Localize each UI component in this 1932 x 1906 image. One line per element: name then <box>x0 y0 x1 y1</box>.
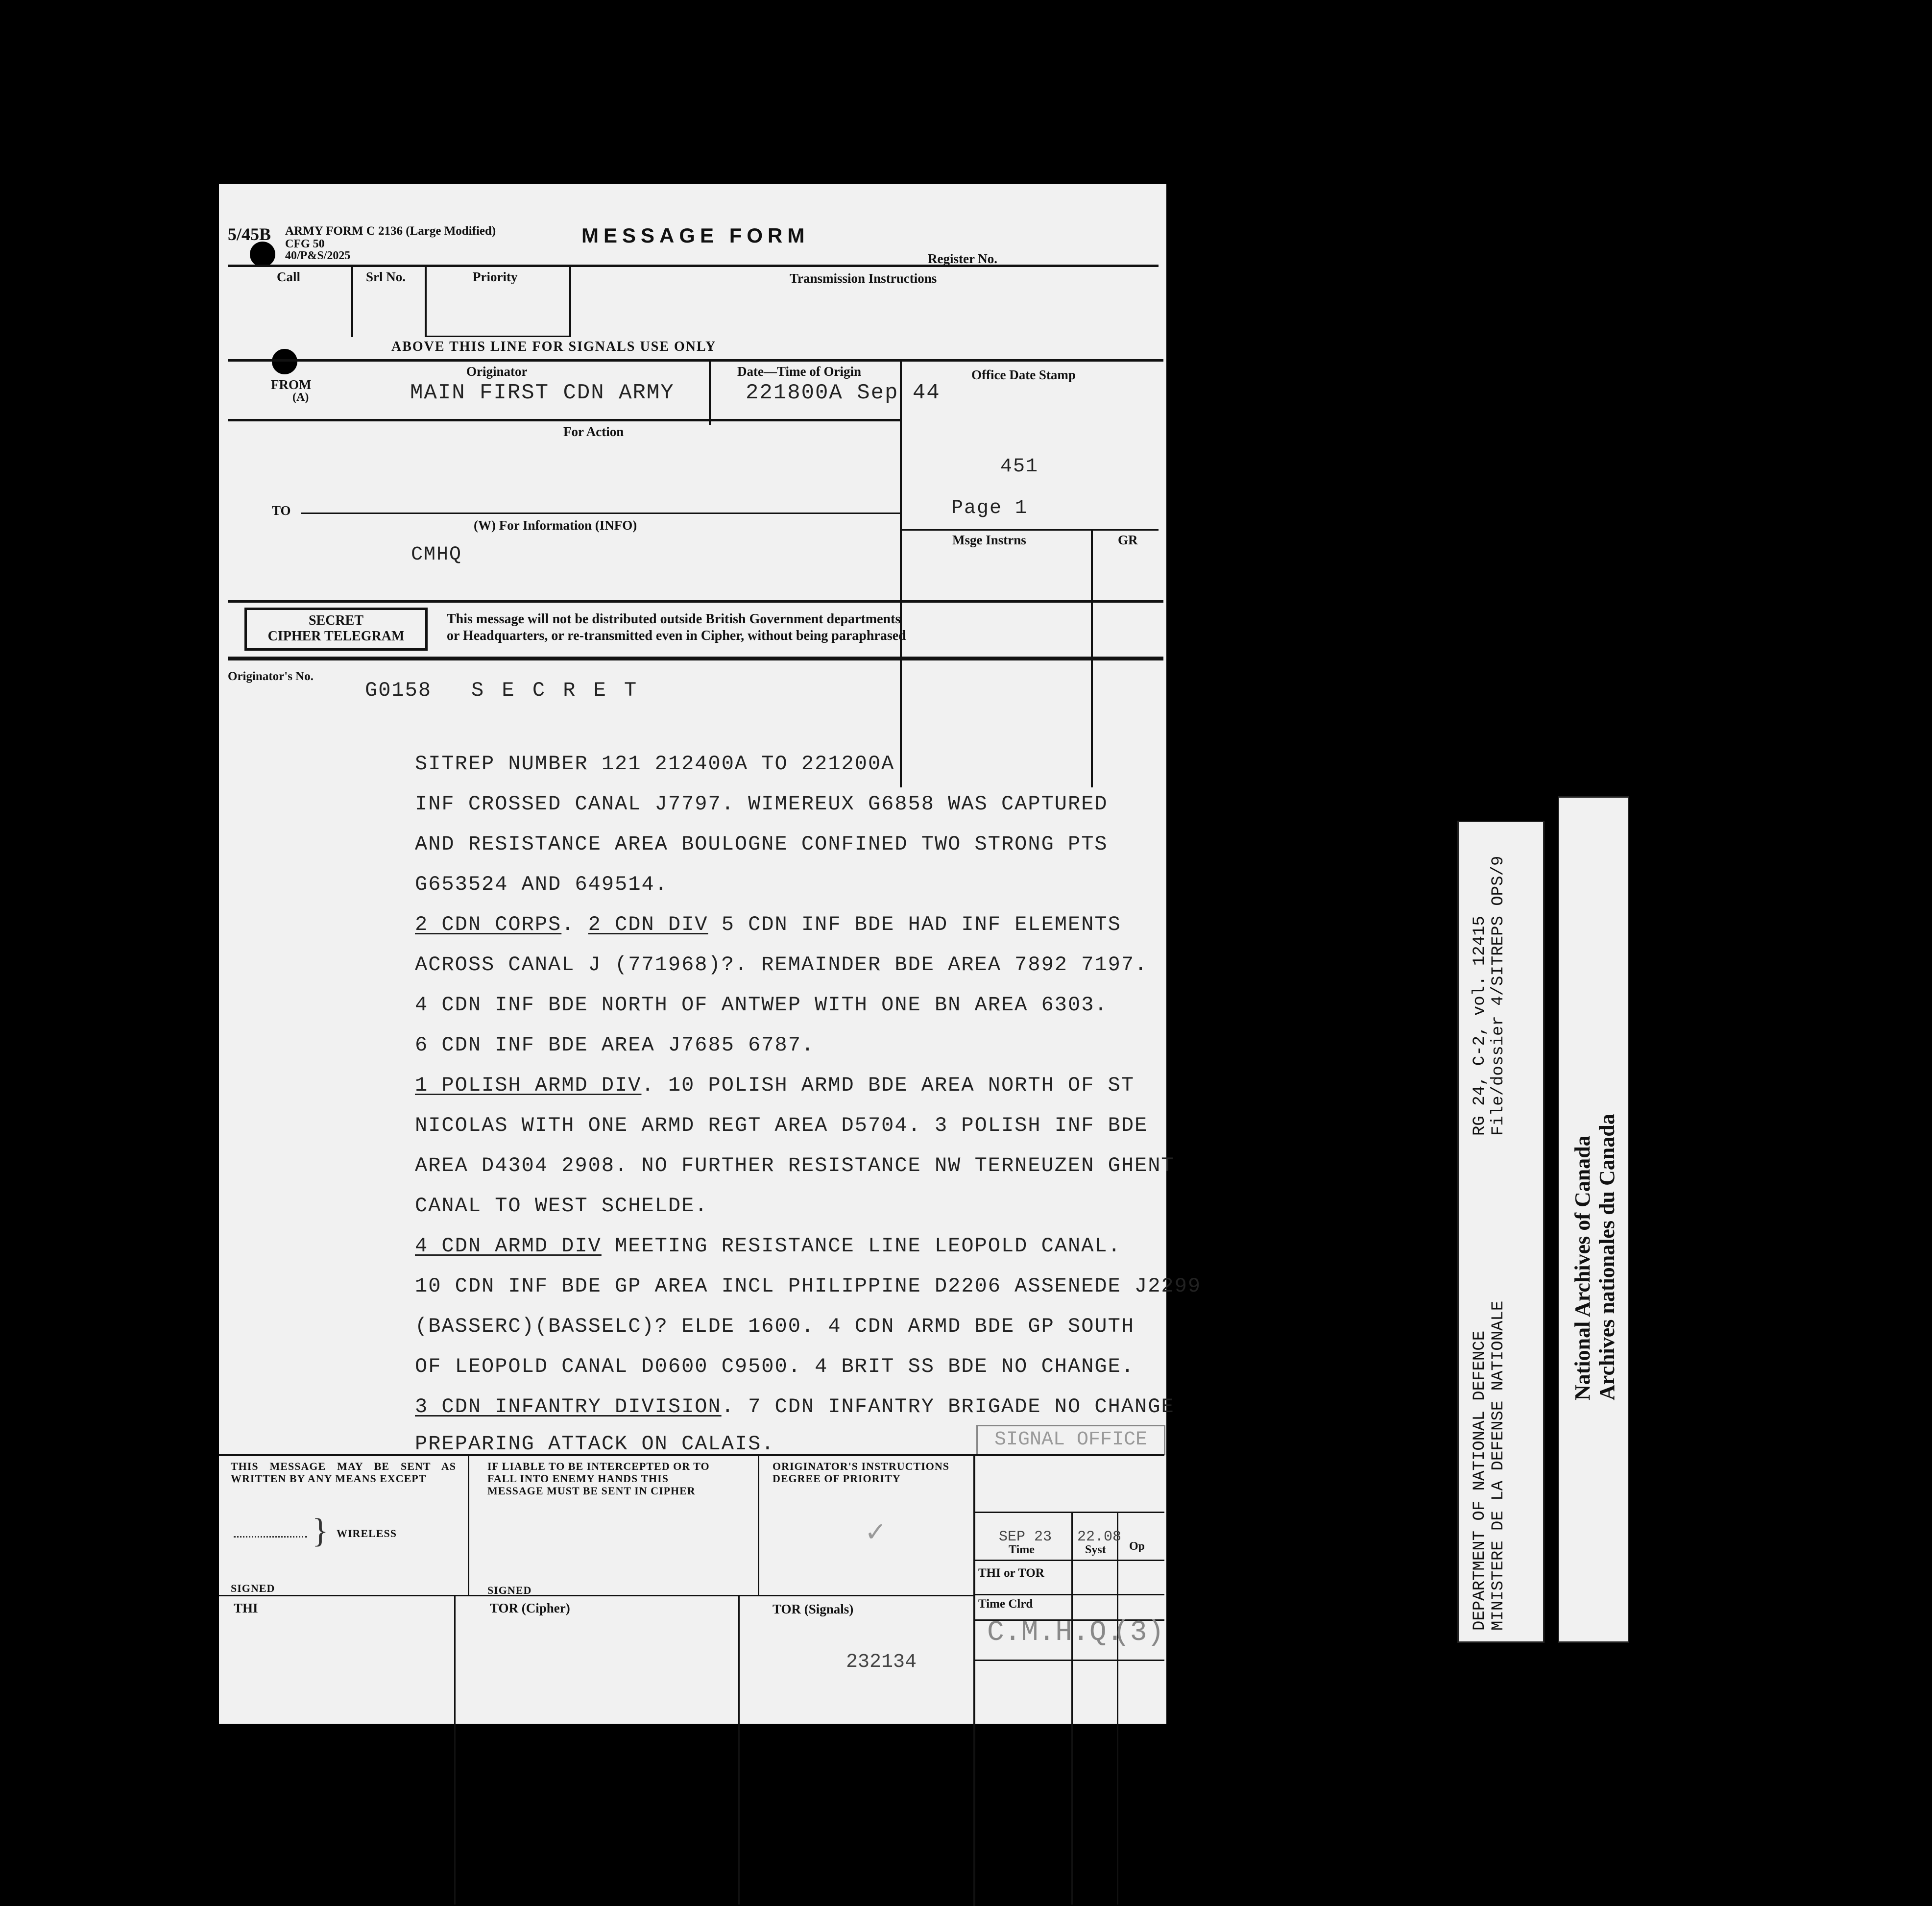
body-line <box>415 1234 1121 1258</box>
divider <box>1071 1513 1073 1905</box>
divider <box>468 1455 469 1595</box>
body-line <box>415 913 1121 936</box>
time-label: Time <box>1009 1543 1035 1556</box>
divider <box>973 1660 1164 1661</box>
body-line: AND RESISTANCE AREA BOULOGNE CONFINED TWO STRONG PTS <box>415 832 1108 856</box>
heading-3-cdn-infantry-division: 3 CDN INFANTRY DIVISION <box>415 1395 722 1418</box>
divider <box>738 1596 740 1905</box>
divider <box>569 266 571 337</box>
thi-or-tor-label: THI or TOR <box>978 1566 1044 1580</box>
form-title: MESSAGE FORM <box>581 224 810 247</box>
to-line <box>301 513 901 514</box>
divider <box>219 1595 974 1596</box>
check-mark-icon: ✓ <box>865 1519 887 1549</box>
originator-value: MAIN FIRST CDN ARMY <box>410 381 675 405</box>
archives-canada-label <box>1558 796 1629 1643</box>
body-line: (BASSERC)(BASSELC)? ELDE 1600. 4 CDN ARMD BDE GP SOUTH <box>415 1315 1135 1338</box>
divider <box>1117 1513 1118 1905</box>
srl-no-label: Srl No. <box>366 269 406 284</box>
body-line: 4 CDN INF BDE NORTH OF ANTWEP WITH ONE BN AREA 6303. <box>415 993 1108 1017</box>
body-line <box>415 1074 1135 1097</box>
body-line: INF CROSSED CANAL J7797. WIMEREUX G6858 WAS CAPTURED <box>415 792 1108 816</box>
secret-box-line2: CIPHER TELEGRAM <box>267 629 405 644</box>
heading-4-cdn-armd-div: 4 CDN ARMD DIV <box>415 1234 602 1258</box>
call-label: Call <box>277 269 301 284</box>
tor-signals-label: TOR (Signals) <box>773 1602 854 1616</box>
record-group-reference: RG 24, C-2, vol. 12415 <box>1471 916 1489 1136</box>
body-line: SITREP NUMBER 121 212400A TO 221200A <box>415 752 895 776</box>
means-instruction-text: THIS MESSAGE MAY BE SENT AS WRITTEN BY ANY MEANS EXCEPT <box>231 1460 456 1485</box>
heading-1-polish-armd-div: 1 POLISH ARMD DIV <box>415 1074 642 1097</box>
divider <box>219 1454 1164 1456</box>
secret-cipher-box <box>244 608 428 651</box>
divider <box>228 359 1163 362</box>
tor-cipher-label: TOR (Cipher) <box>490 1601 570 1615</box>
divider <box>709 361 711 425</box>
date-time-value: 221800A Sep 44 <box>746 381 941 405</box>
tor-signals-value: 232134 <box>846 1651 917 1673</box>
transmission-instructions-label: Transmission Instructions <box>790 271 937 286</box>
body-line: G653524 AND 649514. <box>415 873 668 896</box>
archives-name-en: National Archives of Canada <box>1570 1135 1594 1400</box>
divider <box>900 361 902 787</box>
office-date-stamp-label: Office Date Stamp <box>971 367 1076 382</box>
gr-label: GR <box>1118 533 1138 547</box>
date-time-label: Date—Time of Origin <box>737 364 861 379</box>
body-text: MEETING RESISTANCE LINE LEOPOLD CANAL. <box>601 1234 1121 1258</box>
divider <box>228 657 1163 660</box>
form-title-line1: ARMY FORM C 2136 (Large Modified) <box>285 224 496 238</box>
message-form <box>219 184 1202 1724</box>
op-label: Op <box>1129 1540 1145 1553</box>
heading-2-cdn-div: 2 CDN DIV <box>588 913 708 936</box>
divider <box>228 419 901 421</box>
cmhq-stamp-number: (3) <box>1113 1617 1164 1649</box>
wireless-label: WIRELESS <box>337 1527 397 1539</box>
punch-hole <box>272 349 297 374</box>
cipher-instruction-text: IF LIABLE TO BE INTERCEPTED OR TO FALL INTO ENEMY HANDS THIS MESSAGE MUST BE SENT IN CIPHER <box>487 1460 710 1497</box>
divider <box>228 265 1159 267</box>
file-reference: File/dossier 4/SITREPS OPS/9 <box>1489 855 1508 1136</box>
signal-office-stamp: SIGNAL OFFICE <box>976 1425 1165 1455</box>
divider <box>973 1560 1164 1561</box>
stamp-date: SEP 23 <box>999 1529 1052 1545</box>
body-text: 5 CDN INF BDE HAD INF ELEMENTS <box>708 913 1121 936</box>
form-title-line2: CFG 50 <box>285 238 325 250</box>
time-clrd-label: Time Clrd <box>978 1597 1033 1611</box>
archives-name-fr: Archives nationales du Canada <box>1595 1114 1619 1400</box>
signals-use-only: ABOVE THIS LINE FOR SIGNALS USE ONLY <box>391 339 717 354</box>
body-line: 6 CDN INF BDE AREA J7685 6787. <box>415 1033 815 1057</box>
originator-label: Originator <box>466 364 528 379</box>
body-line: CANAL TO WEST SCHELDE. <box>415 1194 708 1218</box>
secret-box-line1: SECRET <box>308 613 364 628</box>
divider <box>351 266 353 337</box>
body-line: OF LEOPOLD CANAL D0600 C9500. 4 BRIT SS BDE NO CHANGE. <box>415 1355 1135 1378</box>
cmhq-stamp: C.M.H.Q. <box>987 1617 1124 1649</box>
priority-label: Priority <box>473 269 518 284</box>
stamp-number: 451 <box>1000 456 1039 478</box>
originators-no-value: G0158 <box>365 679 432 702</box>
for-action-label: For Action <box>563 424 624 439</box>
secret-marking: S E C R E T <box>471 679 640 702</box>
punch-hole <box>250 242 275 267</box>
body-line: AREA D4304 2908. NO FURTHER RESISTANCE NW TERNEUZEN GHENT <box>415 1154 1175 1177</box>
body-line <box>415 1395 1175 1418</box>
divider <box>454 1596 456 1905</box>
signed-label: SIGNED <box>231 1582 275 1594</box>
body-line: PREPARING ATTACK ON CALAIS. <box>415 1432 775 1456</box>
divider <box>425 336 570 337</box>
to-label: TO <box>272 503 291 518</box>
heading-2-cdn-corps: 2 CDN CORPS <box>415 913 562 936</box>
bracket-icon: } <box>312 1512 329 1550</box>
distribution-line2: or Headquarters, or re-transmitted even in Cipher, without being paraphrased <box>447 628 906 643</box>
distribution-line1: This message will not be distributed outside British Government departments <box>447 611 901 627</box>
divider <box>973 1512 1164 1513</box>
from-label: FROM <box>271 377 312 392</box>
body-line: 10 CDN INF BDE GP AREA INCL PHILIPPINE D2206 ASSENEDE J2299 <box>415 1274 1202 1298</box>
divider <box>973 1594 1164 1595</box>
originators-instructions-text: ORIGINATOR'S INSTRUCTIONS DEGREE OF PRIORITY <box>773 1460 949 1485</box>
archive-reference-label <box>1457 821 1545 1643</box>
time-value: 22.08 <box>1077 1529 1122 1545</box>
department-line2: MINISTERE DE LA DEFENSE NATIONALE <box>1489 1300 1508 1631</box>
body-text: . 7 CDN INFANTRY BRIGADE NO CHANGE <box>721 1395 1175 1418</box>
form-number: 5/45B <box>228 224 271 244</box>
info-value: CMHQ <box>411 544 462 566</box>
body-line: NICOLAS WITH ONE ARMD REGT AREA D5704. 3 POLISH INF BDE <box>415 1114 1148 1137</box>
originators-no-label: Originator's No. <box>228 670 314 683</box>
divider <box>758 1455 759 1595</box>
signed-label-2: SIGNED <box>487 1584 532 1596</box>
form-title-line3: 40/P&S/2025 <box>285 249 351 262</box>
body-line: ACROSS CANAL J (771968)?. REMAINDER BDE AREA 7892 7197. <box>415 953 1148 977</box>
divider <box>973 1455 975 1906</box>
thi-label: THI <box>234 1601 258 1615</box>
divider <box>900 529 1159 531</box>
msge-instrns-label: Msge Instrns <box>952 533 1026 547</box>
divider <box>425 266 427 337</box>
body-text: . <box>561 913 588 936</box>
body-text: . 10 POLISH ARMD BDE AREA NORTH OF ST <box>641 1074 1135 1097</box>
dotted-line <box>234 1536 307 1538</box>
divider <box>228 600 1163 603</box>
info-label: (W) For Information (INFO) <box>474 518 637 533</box>
page-number: Page 1 <box>951 497 1028 519</box>
register-no-label: Register No. <box>928 251 997 266</box>
syst-label: Syst <box>1085 1543 1106 1556</box>
from-sub-label: (A) <box>292 391 309 404</box>
department-line1: DEPARTMENT OF NATIONAL DEFENCE <box>1471 1330 1489 1631</box>
